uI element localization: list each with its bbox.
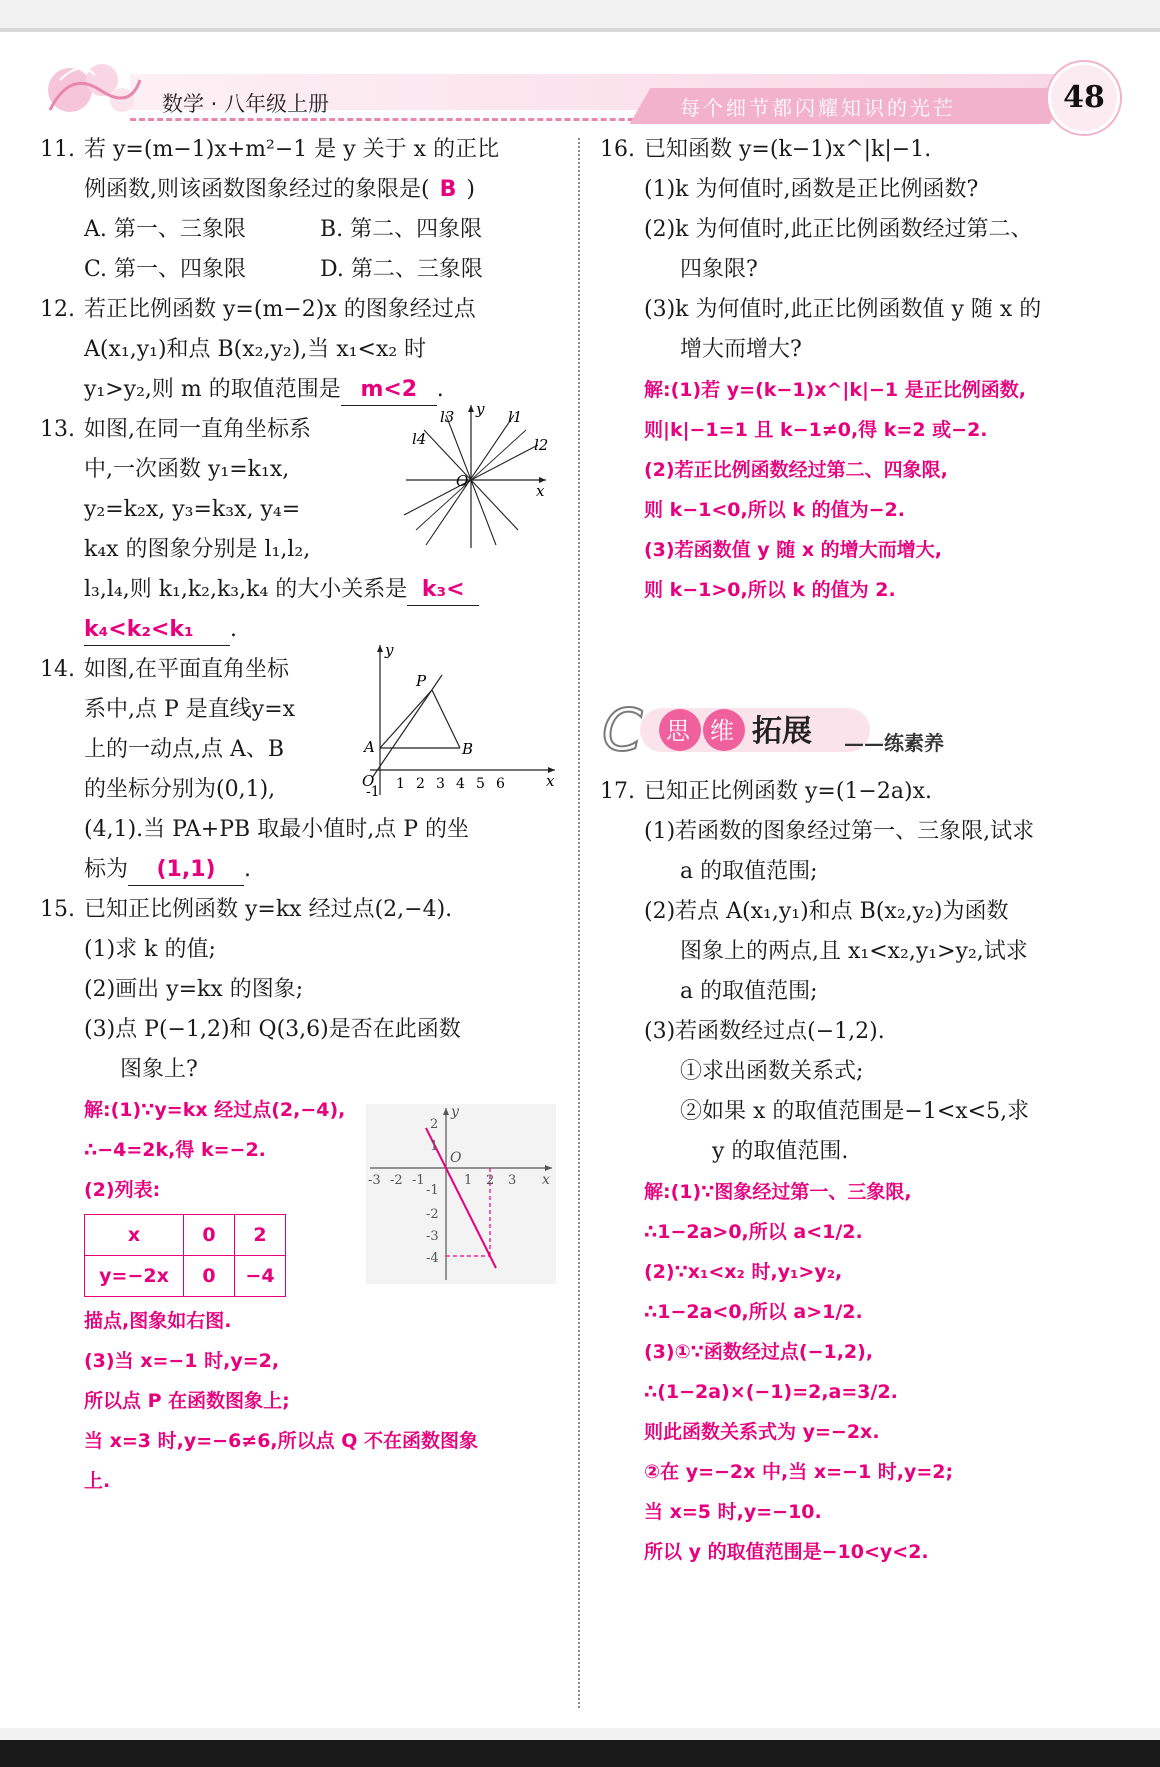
column-divider [578,138,580,1708]
q13-line5: l₃,l₄,则 k₁,k₂,k₃,k₄ 的大小关系是 [84,577,408,602]
q13-line4: k₄x 的图象分别是 l₁,l₂, [84,537,311,562]
q14-figure [360,640,560,800]
label-neg1: -1 [366,784,380,800]
q17-line1: 已知正比例函数 y=(1−2a)x. [644,779,932,804]
table-cell: 2 [235,1215,286,1256]
label-p: P [416,672,427,690]
subject-label: 数学 · 八年级上册 [162,92,330,116]
label-b: B [462,740,474,758]
q17-part2a: (2)若点 A(x₁,y₁)和点 B(x₂,y₂)为函数 [644,899,1009,924]
q13-line1: 如图,在同一直角坐标系 [84,417,311,442]
q15-solution-5: (3)当 x=−1 时,y=2, [84,1350,280,1372]
q14-line3: 上的一动点,点 A、B [84,737,285,762]
question-number: 14. [40,657,75,682]
q11-line1: 若 y=(m−1)x+m²−1 是 y 关于 x 的正比 [84,137,500,162]
left-column [40,130,570,1501]
tick-4: 4 [456,776,465,792]
q17-solution-8: ②在 y=−2x 中,当 x=−1 时,y=2; [644,1461,954,1483]
question-number: 16. [600,137,635,162]
tick-6: 6 [496,776,505,792]
q12-line1: 若正比例函数 y=(m−2)x 的图象经过点 [84,297,476,322]
label-l1: l1 [508,408,523,426]
q14-line2: 系中,点 P 是直线y=x [84,697,296,722]
q11-paren: ) [466,177,475,202]
section-subtitle: ——练素养 [844,731,944,755]
q15-solution-7: 当 x=3 时,y=−6≠6,所以点 Q 不在函数图象 [84,1430,479,1452]
label-x: x [536,482,545,500]
q17-solution-3: (2)∵x₁<x₂ 时,y₁>y₂, [644,1261,843,1283]
q17-solution-2: ∴1−2a>0,所以 a<1/2. [644,1221,863,1243]
q15-line1: 已知正比例函数 y=kx 经过点(2,−4). [84,897,453,922]
segment-pa [380,690,432,748]
q13-lines-figure [396,400,556,550]
xtick-1: 1 [464,1173,473,1188]
table-cell: y=−2x [85,1256,184,1297]
header-dashed-line [130,118,670,121]
top-edge [0,28,1160,32]
label-y: y [476,400,485,418]
page-number-badge: 48 [1048,62,1120,134]
question-13 [40,400,570,650]
page-header [40,50,1120,130]
q17-part3-ii-a: ②如果 x 的取值范围是−1<x<5,求 [680,1099,1030,1124]
q16-solution-4: 则 k−1<0,所以 k 的值为−2. [644,499,905,521]
question-17 [600,772,1120,1572]
q15-solution-3: (2)列表: [84,1179,161,1201]
section-title-text: 拓展 [752,714,812,749]
q17-part1b: a 的取值范围; [680,859,818,884]
label-origin: O [362,772,375,790]
question-number: 12. [40,297,75,322]
q16-solution-5: (3)若函数值 y 随 x 的增大而增大, [644,539,942,561]
q17-part3: (3)若函数经过点(−1,2). [644,1019,885,1044]
question-12 [40,290,570,410]
table-cell: −4 [235,1256,286,1297]
q17-part2c: a 的取值范围; [680,979,818,1004]
label-l2: l2 [534,436,549,454]
xtick-2: 2 [486,1173,495,1188]
q17-part1a: (1)若函数的图象经过第一、三象限,试求 [644,819,1035,844]
q16-part2b: 四象限? [680,257,758,282]
label-l3: l3 [440,408,455,426]
q15-part1: (1)求 k 的值; [84,937,216,962]
y-arrow-icon [468,405,474,412]
segment-pb [432,690,460,748]
label-y: y [385,641,394,659]
q17-solution-10: 所以 y 的取值范围是−10<y<2. [644,1541,929,1563]
q14-line6: 标为 [84,857,129,882]
right-column [600,130,1120,610]
q11-answer: B [439,177,457,202]
q17-solution-4: ∴1−2a<0,所以 a>1/2. [644,1301,863,1323]
q17-solution-9: 当 x=5 时,y=−10. [644,1501,822,1523]
slogan-text: 每个细节都闪耀知识的光芒 [680,96,956,120]
q16-part3b: 增大而增大? [680,337,802,362]
label-x: x [542,1172,550,1188]
q15-solution-6: 所以点 P 在函数图象上; [84,1390,290,1412]
q15-part2: (2)画出 y=kx 的图象; [84,977,304,1002]
q12-period: . [436,377,444,402]
tick-5: 5 [476,776,485,792]
q16-line1: 已知函数 y=(k−1)x^|k|−1. [644,137,932,162]
q16-part1: (1)k 为何值时,函数是正比例函数? [644,177,979,202]
graph-background [366,1104,556,1284]
q15-solution-1: 解:(1)∵y=kx 经过点(2,−4), [84,1099,346,1121]
q15-solution-8: 上. [84,1470,111,1492]
ytick-neg1: -1 [426,1183,439,1198]
q16-solution-1: 解:(1)若 y=(k−1)x^|k|−1 是正比例函数, [644,379,1026,401]
q17-part3-i: ①求出函数关系式; [680,1059,864,1084]
xtick-3: 3 [508,1173,517,1188]
ytick-2: 2 [430,1117,439,1132]
q12-line3: y₁>y₂,则 m 的取值范围是 [84,377,341,402]
question-14 [40,641,570,890]
question-15 [40,890,570,1501]
q16-solution-2: 则|k|−1=1 且 k−1≠0,得 k=2 或−2. [644,419,988,441]
q11-line2: 例函数,则该函数图象经过的象限是( [84,177,430,202]
q16-solution-6: 则 k−1>0,所以 k 的值为 2. [644,579,896,601]
ytick-neg2: -2 [426,1207,439,1222]
q12-line2: A(x₁,y₁)和点 B(x₂,y₂),当 x₁<x₂ 时 [84,337,427,362]
section-title-thinking-extension [600,696,980,762]
q17-part3-ii-b: y 的取值范围. [712,1139,849,1164]
q14-line1: 如图,在平面直角坐标 [84,657,289,682]
tick-3: 3 [436,776,445,792]
tick-1: 1 [396,776,405,792]
q17-solution-5: (3)①∵函数经过点(−1,2), [644,1341,874,1363]
char-2: 维 [710,717,734,745]
q11-option-b: B. 第二、四象限 [320,217,483,242]
y-arrow-icon [377,645,383,652]
question-number: 17. [600,779,635,804]
label-origin: O [450,1150,462,1166]
q15-value-table [84,1214,286,1297]
q11-option-c: C. 第一、四象限 [84,257,247,282]
q15-part3b: 图象上? [120,1057,198,1082]
table-row [85,1256,286,1297]
q17-solution-6: ∴(1−2a)×(−1)=2,a=3/2. [644,1381,898,1403]
q15-solution-2: ∴−4=2k,得 k=−2. [84,1139,266,1161]
q15-solution-4: 描点,图象如右图. [84,1310,232,1332]
q11-option-a: A. 第一、三象限 [84,217,246,242]
xtick-neg2: -2 [390,1173,403,1188]
label-origin: O [456,472,469,490]
ytick-1: 1 [430,1139,439,1154]
q16-part3a: (3)k 为何值时,此正比例函数值 y 随 x 的 [644,297,1042,322]
q14-line5: (4,1).当 PA+PB 取最小值时,点 P 的坐 [84,817,469,842]
q13-line2: 中,一次函数 y₁=k₁x, [84,457,290,482]
q14-period: . [244,857,252,882]
table-cell: x [85,1215,184,1256]
q15-part3a: (3)点 P(−1,2)和 Q(3,6)是否在此函数 [84,1017,461,1042]
ytick-neg4: -4 [426,1251,439,1266]
question-16 [600,130,1120,610]
q14-line4: 的坐标分别为(0,1), [84,777,276,802]
question-number: 15. [40,897,75,922]
question-number: 11. [40,137,75,162]
q17-solution-1: 解:(1)∵图象经过第一、三象限, [644,1181,912,1203]
q15-graph [366,1104,556,1284]
tick-2: 2 [416,776,425,792]
xtick-neg1: -1 [412,1173,425,1188]
question-number: 13. [40,417,75,442]
table-row [85,1215,286,1256]
q17-part2b: 图象上的两点,且 x₁<x₂,y₁>y₂,试求 [680,939,1028,964]
q13-period: . [230,617,237,642]
ytick-neg3: -3 [426,1229,439,1244]
label-x: x [546,772,555,790]
xtick-neg3: -3 [368,1173,381,1188]
q14-answer: (1,1) [128,855,244,886]
table-cell: 0 [184,1215,235,1256]
label-l4: l4 [412,430,427,448]
label-a: A [364,738,375,756]
section-banner [600,696,980,762]
q16-solution-3: (2)若正比例函数经过第二、四象限, [644,459,948,481]
q12-answer: m<2 [341,375,437,406]
table-cell: 0 [184,1256,235,1297]
bottom-bar [0,1740,1160,1767]
label-y: y [451,1104,459,1120]
q16-part2a: (2)k 为何值时,此正比例函数经过第二、 [644,217,1033,242]
q11-option-d: D. 第二、三象限 [320,257,483,282]
question-11 [40,130,570,290]
q13-answer-part1: k₃< [407,575,479,606]
char-1: 思 [666,717,690,745]
q13-line3: y₂=k₂x, y₃=k₃x, y₄= [84,497,301,522]
section-letter: C [602,696,643,762]
q17-solution-7: 则此函数关系式为 y=−2x. [644,1421,880,1443]
q13-answer-part2: k₄<k₂<k₁ [84,615,230,646]
